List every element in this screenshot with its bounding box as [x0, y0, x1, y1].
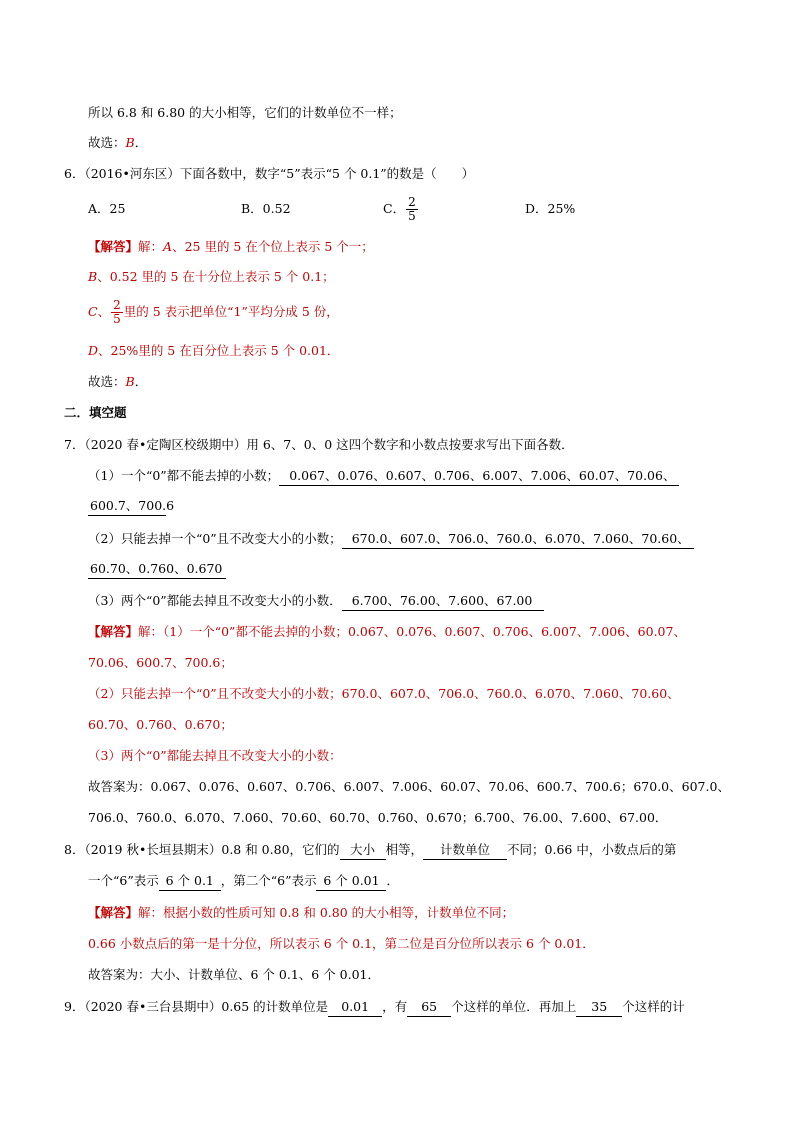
fraction: $\frac{2}{5}$ — [408, 195, 416, 223]
solution-line: 70.06、600.7、700.6； — [88, 655, 233, 670]
solution-line: D、25%里的 5 在百分位上表示 5 个 0.01． — [88, 343, 340, 358]
question-8-stem-cont: 一个“6”表示 6 个 0.1 ，第二个“6”表示 6 个 0.01 ． — [88, 872, 399, 891]
solution-line: 0.66 小数点后的第一是十分位，所以表示 6 个 0.1，第二位是百分位所以表示 6 个 0.01． — [88, 936, 595, 951]
solution-line: C、 $\frac{2}{5}$ 里的 5 表示把单位“1”平均分成 5 份， — [88, 298, 339, 326]
question-7-part-2-cont: 60.70、0.760、0.670 — [88, 560, 226, 579]
solution-line: 【解答】解：A、25 里的 5 在个位上表示 5 个一； — [88, 239, 374, 254]
question-7-part-1: （1）一个“0”都不能去掉的小数； 0.067、0.076、0.607、0.706、6.007、7.006、60.07、70.06、 — [88, 467, 679, 486]
question-7-part-2: （2）只能去掉一个“0”且不改变大小的小数； 670.0、607.0、706.0、760.0、6.070、7.060、70.60、 — [88, 530, 694, 549]
solution-line: （3）两个“0”都能去掉且不改变大小的小数： — [88, 748, 342, 763]
option-a: A．25 — [88, 201, 126, 216]
question-8-stem: 8．（2019 秋•长垣县期末）0.8 和 0.80，它们的 大小 相等， 计数单位 不同；0.66 中，小数点后的第 — [64, 841, 676, 860]
section-title: 二．填空题 — [64, 405, 127, 420]
question-9-stem: 9．（2020 春•三台县期中）0.65 的计数单位是 0.01 ，有 65 个这样的单位．再加上 35 个这样的计 — [64, 998, 685, 1017]
answer-line: 故选：B． — [88, 135, 148, 150]
solution-line: 【解答】解：（1）一个“0”都不能去掉的小数；0.067、0.076、0.607、0.706、6.007、7.006、60.07、 — [88, 624, 686, 639]
question-6-stem: 6．（2016•河东区）下面各数中，数字“5”表示“5 个 0.1”的数是（ ） — [64, 166, 475, 181]
solution-line: 【解答】解：根据小数的性质可知 0.8 和 0.80 的大小相等，计数单位不同； — [88, 905, 515, 920]
solution-line: （2）只能去掉一个“0”且不改变大小的小数；670.0、607.0、706.0、760.0、6.070、7.060、70.60、 — [88, 686, 680, 701]
solution-line: B、0.52 里的 5 在十分位上表示 5 个 0.1； — [88, 269, 335, 284]
answer-line: 故选：B． — [88, 374, 148, 389]
solution-text-line: 所以 6.8 和 6.80 的大小相等，它们的计数单位不一样； — [88, 105, 402, 120]
question-7-part-1-cont: 600.7、700.6 — [88, 497, 166, 516]
answer-line: 故答案为：大小、计数单位、6 个 0.1、6 个 0.01． — [88, 967, 381, 982]
fraction: $\frac{2}{5}$ — [113, 298, 121, 326]
answer-line: 故答案为：0.067、0.076、0.607、0.706、6.007、7.006、60.07、70.06、600.7、700.6；670.0、607.0、 — [88, 779, 730, 794]
option-b: B．0.52 — [241, 201, 291, 216]
question-7-stem: 7．（2020 春•定陶区校级期中）用 6、7、0、0 这四个数字和小数点按要求写出下面各数． — [64, 437, 574, 452]
option-d: D．25% — [525, 201, 576, 216]
question-7-part-3: （3）两个“0”都能去掉且不改变大小的小数． 6.700、76.00、7.600、67.00 — [88, 592, 544, 611]
option-c: C． $\frac{2}{5}$ — [383, 195, 416, 223]
solution-line: 60.70、0.760、0.670； — [88, 717, 233, 732]
answer-line: 706.0、760.0、6.070、7.060、70.60、60.70、0.760、0.670；6.700、76.00、7.600、67.00． — [88, 810, 668, 825]
